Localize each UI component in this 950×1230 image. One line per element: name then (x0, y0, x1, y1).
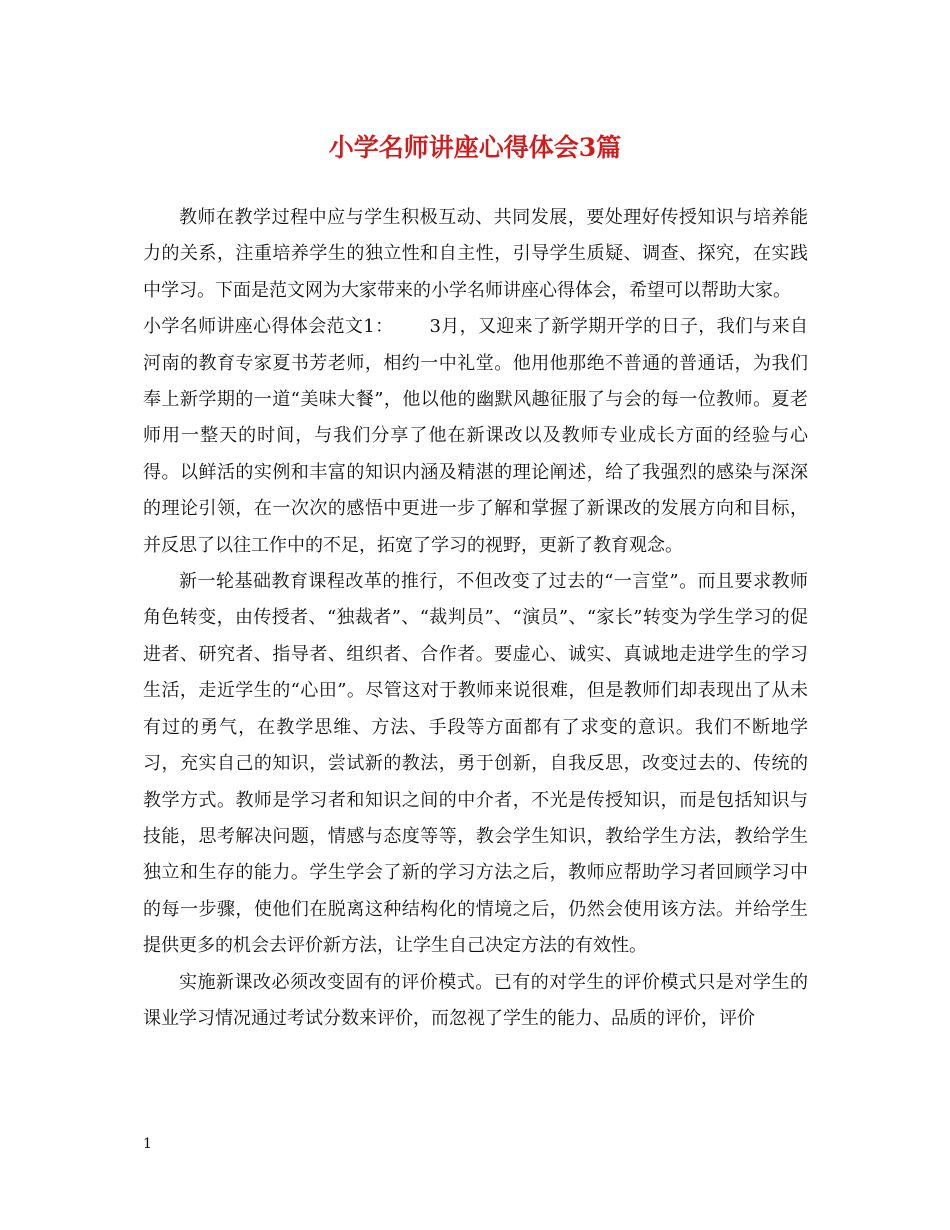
sample-text: 3月，又迎来了新学期开学的日子，我们与来自河南的教育专家夏书芳老师，相约一中礼堂。他用他那绝不普通的普通话，为我们奉上新学期的一道“美味大餐”，他以他的幽默风趣征服了与会的每一位教师。夏老师用一整天的时间，与我们分享了他在新课改以及教师专业成长方面的经验与心得。以鲜活的实例和丰富的知识内涵及精湛的理论阐述，给了我强烈的感染与深深的理论引领，在一次次的感悟中更进一步了解和掌握了新课改的发展方向和目标，并反思了以往工作中的不足，拓宽了学习的视野，更新了教育观念。 (143, 316, 809, 556)
page-number: 1 (143, 1136, 152, 1152)
sample-label: 小学名师讲座心得体会范文1： (143, 316, 394, 338)
page-title: 小学名师讲座心得体会3篇 (328, 133, 622, 162)
sample-paragraph (143, 309, 808, 564)
body-paragraph: 新一轮基础教育课程改革的推行，不但改变了过去的“一言堂”。而且要求教师角色转变，由传授者、“独裁者”、“裁判员”、“演员”、“家长”转变为学生学习的促进者、研究者、指导者、组织者、合作者。要虚心、诚实、真诚地走进学生的学习生活，走近学生的“心田”。尽管这对于教师来说很难，但是教师们却表现出了从未有过的勇气，在教学思维、方法、手段等方面都有了求变的意识。我们不断地学习，充实自己的知识，尝试新的教法，勇于创新，自我反思，改变过去的、传统的教学方式。教师是学习者和知识之间的中介者，不光是传授知识，而是包括知识与技能，思考解决问题，情感与态度等等，教会学生知识，教给学生方法，教给学生独立和生存的能力。学生学会了新的学习方法之后，教师应帮助学习者回顾学习中的每一步骤，使他们在脱离这种结构化的情境之后，仍然会使用该方法。并给学生提供更多的机会去评价新方法，让学生自己决定方法的有效性。 (143, 571, 808, 957)
intro-paragraph: 教师在教学过程中应与学生积极互动、共同发展，要处理好传授知识与培养能力的关系，注重培养学生的独立性和自主性，引导学生质疑、调查、探究，在实践中学习。下面是范文网为大家带来的小学名师讲座心得体会，希望可以帮助大家。 (143, 207, 808, 301)
document-body (143, 200, 808, 1037)
body-paragraph: 实施新课改必须改变固有的评价模式。已有的对学生的评价模式只是对学生的课业学习情况通过考试分数来评价，而忽视了学生的能力、品质的评价，评价 (143, 971, 808, 1029)
